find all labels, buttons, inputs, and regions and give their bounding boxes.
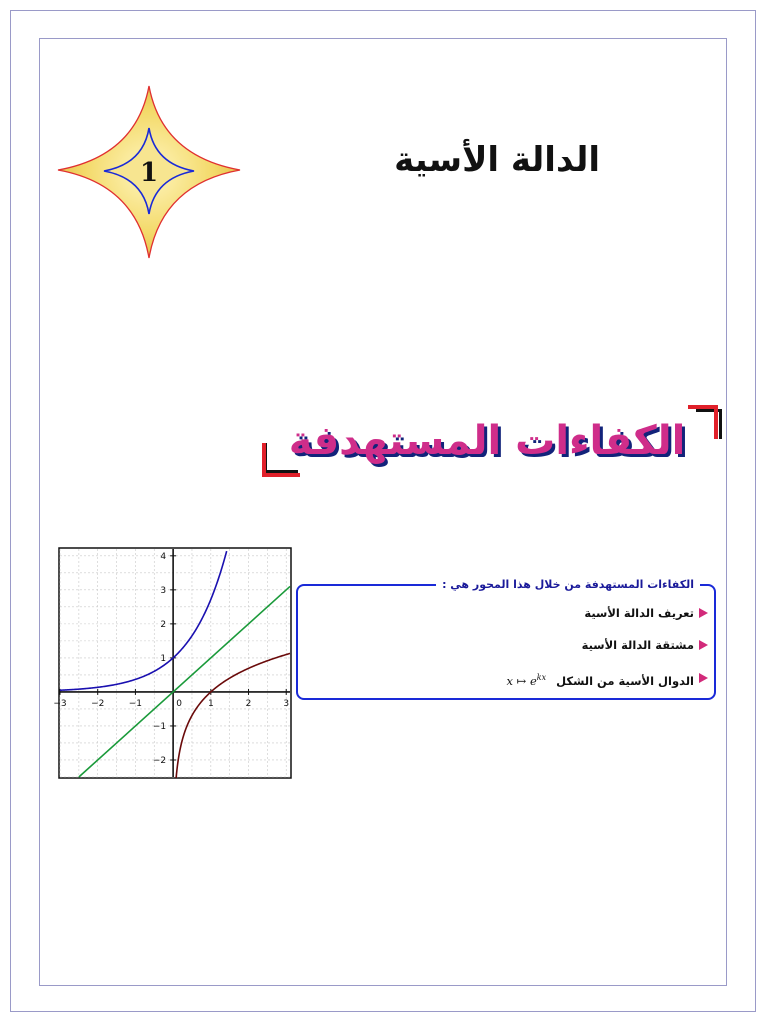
function-graph (53, 547, 292, 779)
x-tick-label: 3 (283, 698, 290, 709)
y-tick-label: 3 (160, 585, 167, 596)
objective-item (584, 605, 694, 621)
objective-formula (507, 674, 547, 688)
y-tick-label: 2 (160, 619, 167, 630)
chapter-number: 1 (139, 158, 159, 188)
x-tick-label: 2 (245, 698, 252, 709)
chapter-title: الدالة الأسية (394, 140, 600, 180)
y-tick-label: −2 (152, 755, 167, 766)
x-tick-label: 1 (207, 698, 214, 709)
bracket-top-right (688, 405, 718, 439)
y-tick-label: −1 (152, 721, 167, 732)
objective-text: تعريف الدالة الأسية (584, 606, 694, 620)
graph-frame (59, 548, 291, 778)
y-tick-label: 1 (160, 653, 167, 664)
bullet-arrow-icon (699, 673, 708, 683)
objective-text: مشتقة الدالة الأسية (581, 638, 694, 652)
y-tick-label: 4 (160, 551, 167, 562)
competencies-heading-block (262, 405, 722, 477)
formula-exponent: kx (536, 673, 547, 682)
x-tick-label: 0 (176, 698, 182, 709)
objectives-title: الكفاءات المستهدفة من خلال هذا المحور هي : (436, 577, 700, 593)
chapter-number-star (54, 84, 244, 260)
objective-item (582, 637, 694, 653)
bullet-arrow-icon (699, 608, 708, 618)
formula-base: x ↦ e (506, 673, 537, 688)
objective-text: الدوال الأسية من الشكل (556, 673, 694, 688)
bullet-arrow-icon (699, 640, 708, 650)
x-tick-label: −2 (91, 698, 105, 709)
x-tick-label: −1 (128, 698, 143, 709)
objectives-box (296, 578, 716, 700)
competencies-heading: الكفاءات المستهدفة (288, 418, 686, 464)
x-tick-label: −3 (53, 698, 67, 709)
objective-item (507, 670, 694, 689)
